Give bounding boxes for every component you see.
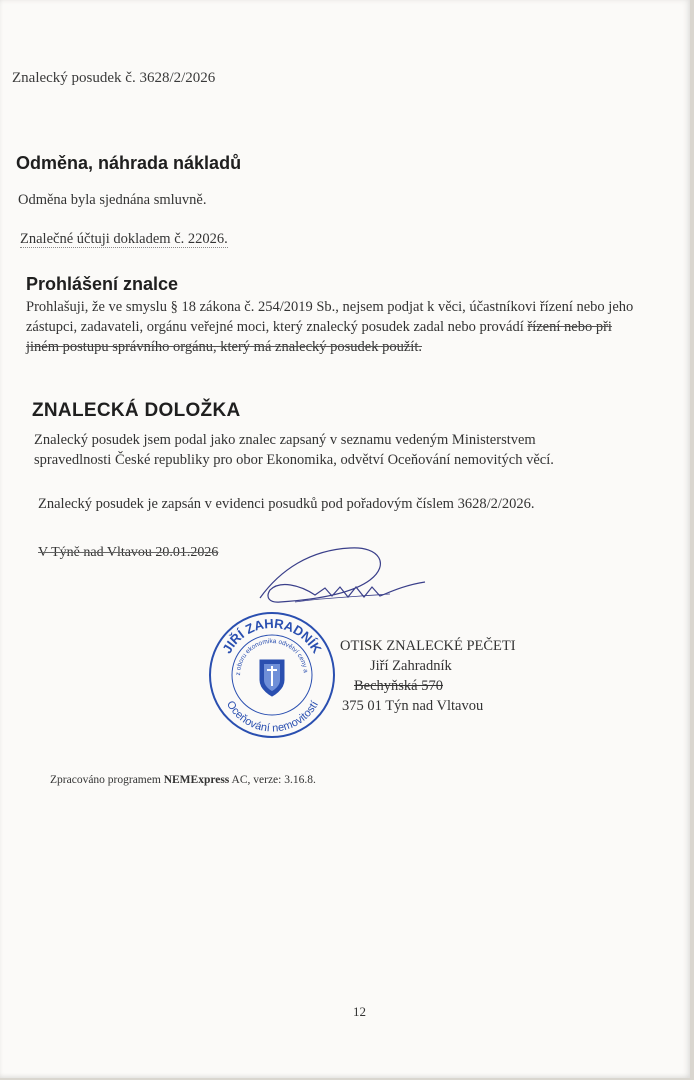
expert-street: Bechyňská 570 [354,678,443,694]
section-heading-prohlaseni: Prohlášení znalce [26,274,179,294]
expert-name: Jiří Zahradník [370,658,452,674]
seal-inner-text: z oboru ekonomika odvětví ceny a [234,637,309,676]
page-number: 12 [353,1004,366,1019]
invoice-text [20,229,228,249]
odmena-text: Odměna byla sjednána smluvně. [18,192,207,208]
prohlaseni-text-part1: Prohlašuji, že ve smyslu § 18 zákona č. 254/2019 Sb., nejsem podjat k věci, účastníkovi řízení nebo jeho zástupci, zadavateli, orgánu veřejné moci, který znalecký posudek zadal nebo provádí [26,299,634,335]
prohlaseni-text [26,297,636,357]
expert-city: 375 01 Týn nad Vltavou [342,698,484,714]
prohlaseni-text-part2: řízení nebo při jiném postupu správního orgánu, který má znalecký posudek použít. [26,319,612,355]
section-heading-odmena: Odměna, náhrada nákladů [16,153,242,173]
stamp-caption [340,636,516,716]
coat-of-arms-icon [260,660,284,696]
place-date-text: V Týně nad Vltavou 20.01.2026 [38,545,219,560]
footer-suffix: AC, verze: 3.16.8. [229,774,316,786]
dolozka-registration: Znalecký posudek je zapsán v evidenci posudků pod pořadovým číslem 3628/2/2026. [38,496,535,512]
stamp-label: OTISK ZNALECKÉ PEČETI [340,638,516,654]
svg-text:JIŘÍ ZAHRADNÍK [219,616,325,657]
svg-text:Oceňování nemovitostí [224,699,321,735]
official-seal [205,608,340,743]
footer-program-name: NEMExpress [163,774,230,786]
document-header: Znalecký posudek č. 3628/2/2026 [12,70,216,86]
seal-bottom-text: Oceňování nemovitostí [224,698,321,735]
place-date [38,543,218,563]
software-footer [50,774,316,786]
section-heading-dolozka: ZNALECKÁ DOLOŽKA [32,400,241,421]
invoice-text-content: Znalečné účtuji dokladem č. 22026. [20,231,228,247]
seal-top-text: JIŘÍ ZAHRADNÍK [219,615,325,656]
dolozka-text: Znalecký posudek jsem podal jako znalec zapsaný v seznamu vedeným Ministerstvem spravedlnosti České republiky pro obor Ekonomika, odvětví Oceňování nemovitých věcí. [34,432,554,468]
footer-prefix: Zpracováno programem [50,774,164,786]
